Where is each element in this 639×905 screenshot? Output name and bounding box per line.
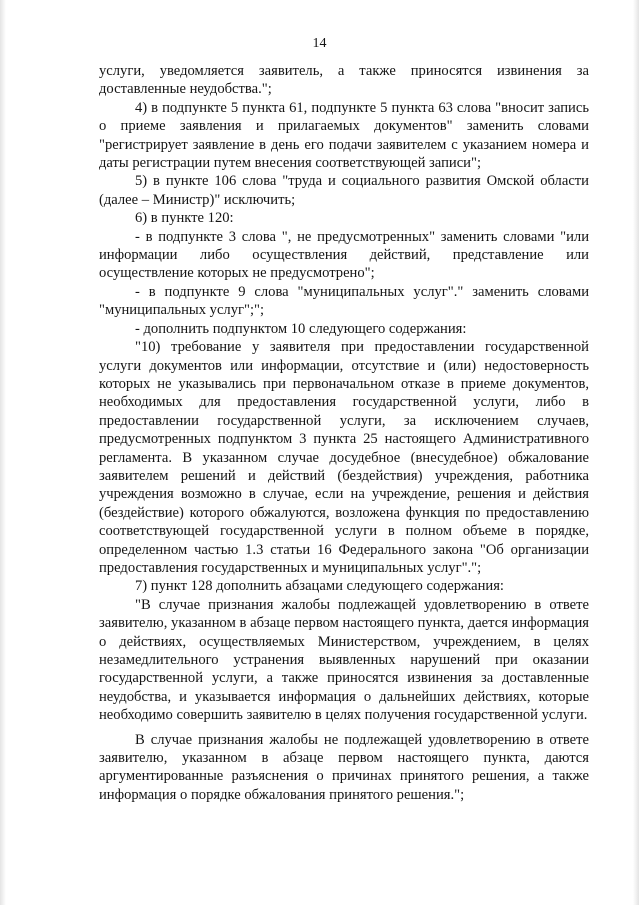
paragraph-11: В случае признания жалобы не подлежащей удовлетворению в ответе заявителю, указанном в абзаце первом настоящего пункта, даются аргументированные разъяснения о причинах принятого решения, а также информация о порядке обжалования принятого решения."; <box>99 731 589 803</box>
paragraph-4: 6) в пункте 120: <box>135 210 234 227</box>
scan-edge-right <box>633 0 639 905</box>
paragraph-3: 5) в пункте 106 слова "труда и социального развития Омской области (далее – Министр)" исключить; <box>99 173 589 208</box>
paragraph-6: - в подпункте 9 слова "муниципальных услуг"." заменить словами "муниципальных услуг";"; <box>99 283 589 319</box>
paragraph-1: услуги, уведомляется заявитель, а также приносятся извинения за доставленные неудобства."; <box>99 63 589 98</box>
document-body <box>99 62 589 804</box>
paragraph-8: "10) требование у заявителя при предоставлении государственной услуги документов или информации, отсутствие и (или) недостоверность которых не указывались при первоначальном отказе в приеме документов, необходимых для предоставления государственной услуги, либо в предоставлении государственной услуги, за исключением случаев, предусмотренных подпунктом 3 пункта 25 настоящего Административного регламента. В указанном случае досудебное (внесудебное) обжалование заявителем решений и действий (бездействия) учреждения, работника учреждения возможно в случае, если на учреждение, решения и действия (бездействие) которого обжалуются, возложена функция по предоставлению соответствующей государственной услуги в полном объеме в порядке, определенном частью 1.3 статьи 16 Федерального закона "Об организации предоставления государственных и муниципальных услуг"."; <box>99 339 589 576</box>
paragraph-9: 7) пункт 128 дополнить абзацами следующего содержания: <box>135 578 504 595</box>
scan-edge-left <box>0 0 6 905</box>
page-number: 14 <box>312 36 327 51</box>
paragraph-7: - дополнить подпунктом 10 следующего содержания: <box>135 320 467 337</box>
paragraph-10: "В случае признания жалобы подлежащей удовлетворению в ответе заявителю, указанном в абзаце первом настоящего пункта, дается информация о действиях, осуществляемых Министерством, учреждением, в целях незамедлительного устранения выявленных нарушений при оказании государственной услуги, а также приносятся извинения за доставленные неудобства, и указывается информация о дальнейших действиях, которые необходимо совершить заявителю в целях получения государственной услуги. <box>99 596 589 724</box>
paragraph-5: - в подпункте 3 слова ", не предусмотренных" заменить словами "или информации либо осуществления действий, представление или осуществление которых не предусмотрено"; <box>99 228 589 282</box>
paragraph-2: 4) в подпункте 5 пункта 61, подпункте 5 пункта 63 слова "вносит запись о приеме заявления и прилагаемых документов" заменить словами "регистрирует заявление в день его подачи заявителем с указанием номера и даты регистрации путем внесения соответствующей записи"; <box>99 99 589 172</box>
